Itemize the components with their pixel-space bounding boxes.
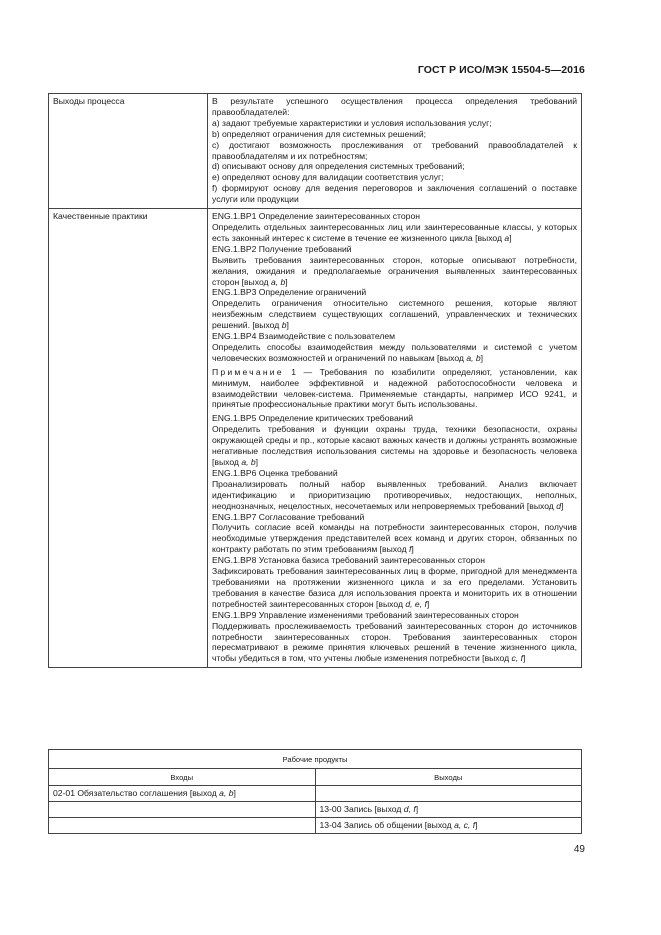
bp7-text: Получить согласие всей команды на потребности заинтересованных сторон, получив необходимые утверждения представителей всех команд и других сторон, обязанных по контракту работать по этим требованиям [выход f] xyxy=(212,522,577,555)
outcomes-intro: В результате успешного осуществления процесса определения требований правообладателей: xyxy=(212,96,577,117)
note-label: Примечание xyxy=(212,366,284,377)
bp8-text: Зафиксировать требования заинтересованных лиц в форме, пригодной для менеджмента требованиями на протяжении жизненного цикла и за его пределами. Установить требования в качестве базиса для использования проекта и мониторить их в отношении потребностей заинтересованных сторон [выход d, e, f] xyxy=(212,566,577,609)
empty-input-cell xyxy=(49,818,316,834)
table-row xyxy=(49,818,582,834)
empty-input-cell xyxy=(49,802,316,818)
bp6-text: Проанализировать полный набор выявленных требований. Анализ включает идентификацию и приоритизацию противоречивых, недостающих, неполных, неоднозначных, нецелостных, несочетаемых или непроверяемых требований [выход d] xyxy=(212,478,577,511)
work-products-caption-row xyxy=(49,750,582,769)
bp2-title: ENG.1.BP2 Получение требований xyxy=(212,243,352,254)
table-row xyxy=(49,786,582,802)
bp9-text: Поддерживать прослеживаемость требований заинтересованных сторон до источников потребности заинтересованных сторон. Требования заинтересованных сторон пересматривают в режиме принятия ключевых решений в течение жизненного цикла, чтобы убедиться в том, что учтены любые изменения потребности [выход c, f] xyxy=(212,620,577,664)
work-products-header-row xyxy=(49,769,582,786)
bp2-text: Выявить требования заинтересованных сторон, которые описывают потребности, желания, ожидания и предполагаемые ограничения выявленных заинтересованных сторон [выход a, b] xyxy=(212,254,577,287)
outputs-header: Выходы xyxy=(315,769,582,786)
outcome-f: f) формируют основу для ведения переговоров и заключения соглашений о поставке услуги или продукции xyxy=(212,183,577,205)
outcomes-label: Выходы процесса xyxy=(49,94,208,209)
page-number: 49 xyxy=(573,844,585,855)
bp9-title: ENG.1.BP9 Управление изменениями требований заинтересованных сторон xyxy=(212,609,519,620)
outcome-d: d) описывают основу для определения системных требований; xyxy=(212,161,465,172)
empty-output-cell xyxy=(315,786,582,802)
bp6-title: ENG.1.BP6 Оценка требований xyxy=(212,467,338,478)
document-header: ГОСТ Р ИСО/МЭК 15504-5—2016 xyxy=(417,64,585,76)
outcome-b: b) определяют ограничения для системных решений; xyxy=(212,128,427,139)
note-1: Примечание 1 — Требования по юзабилити определяют, установлении, как минимум, наиболее эффективной и надежной работоспособности человека и взаимодействии человек-система. Применяемые стандарты, например ИСО 9241, и принятые профессиональные практики могут быть использованы. xyxy=(212,366,577,410)
bp4-title: ENG.1.BP4 Взаимодействие с пользователем xyxy=(212,331,396,342)
bp3-title: ENG.1.BP3 Определение ограничений xyxy=(212,287,367,298)
bp1-title: ENG.1.BP1 Определение заинтересованных сторон xyxy=(212,211,420,222)
practices-text xyxy=(208,209,582,668)
outcomes-text xyxy=(208,94,582,209)
practices-label: Качественные практики xyxy=(49,209,208,668)
outcome-a: a) задают требуемые характеристики и условия использования услуг; xyxy=(212,117,492,128)
input-02-01: 02-01 Обязательство соглашения [выход a, b] xyxy=(49,786,316,802)
process-table xyxy=(48,93,582,668)
output-13-04: 13-04 Запись об общении [выход a, c, f] xyxy=(315,818,582,834)
practices-row xyxy=(49,209,582,668)
bp1-text: Определить отдельных заинтересованных лиц или заинтересованные классы, у которых есть законный интерес к системе в течение ее жизненного цикла [выход a] xyxy=(212,221,577,243)
bp7-title: ENG.1.BP7 Согласование требований xyxy=(212,511,365,522)
inputs-header: Входы xyxy=(49,769,316,786)
table-row xyxy=(49,802,582,818)
outcome-c: c) достигают возможность прослеживания от требований правообладателей к правообладателям и их потребностям; xyxy=(212,139,577,161)
work-products-table xyxy=(48,749,582,834)
work-products-caption: Рабочие продукты xyxy=(49,750,582,769)
bp5-title: ENG.1.BP5 Определение критических требований xyxy=(212,413,414,424)
output-13-00: 13-00 Запись [выход d, f] xyxy=(315,802,582,818)
bp5-text: Определить требования и функции охраны труда, техники безопасности, охраны окружающей среды и пр., которые касают важных качеств и должны устранять возможные негативные последствия использования системы на здоровье и безопасность человека [выход a, b] xyxy=(212,424,577,467)
outcome-e: e) определяют основу для валидации соответствия услуг; xyxy=(212,172,444,183)
bp3-text: Определить ограничения относительно системного решения, которые являют неизбежным следствием существующих соглашений, управленческих и технических решений. [выход b] xyxy=(212,298,577,331)
outcomes-row xyxy=(49,94,582,209)
bp8-title: ENG.1.BP8 Установка базиса требований заинтересованных сторон xyxy=(212,555,485,566)
bp4-text: Определить способы взаимодействия между пользователями и системой с учетом человеческих возможностей и ограничений по навыкам [выход a, b] xyxy=(212,341,577,363)
